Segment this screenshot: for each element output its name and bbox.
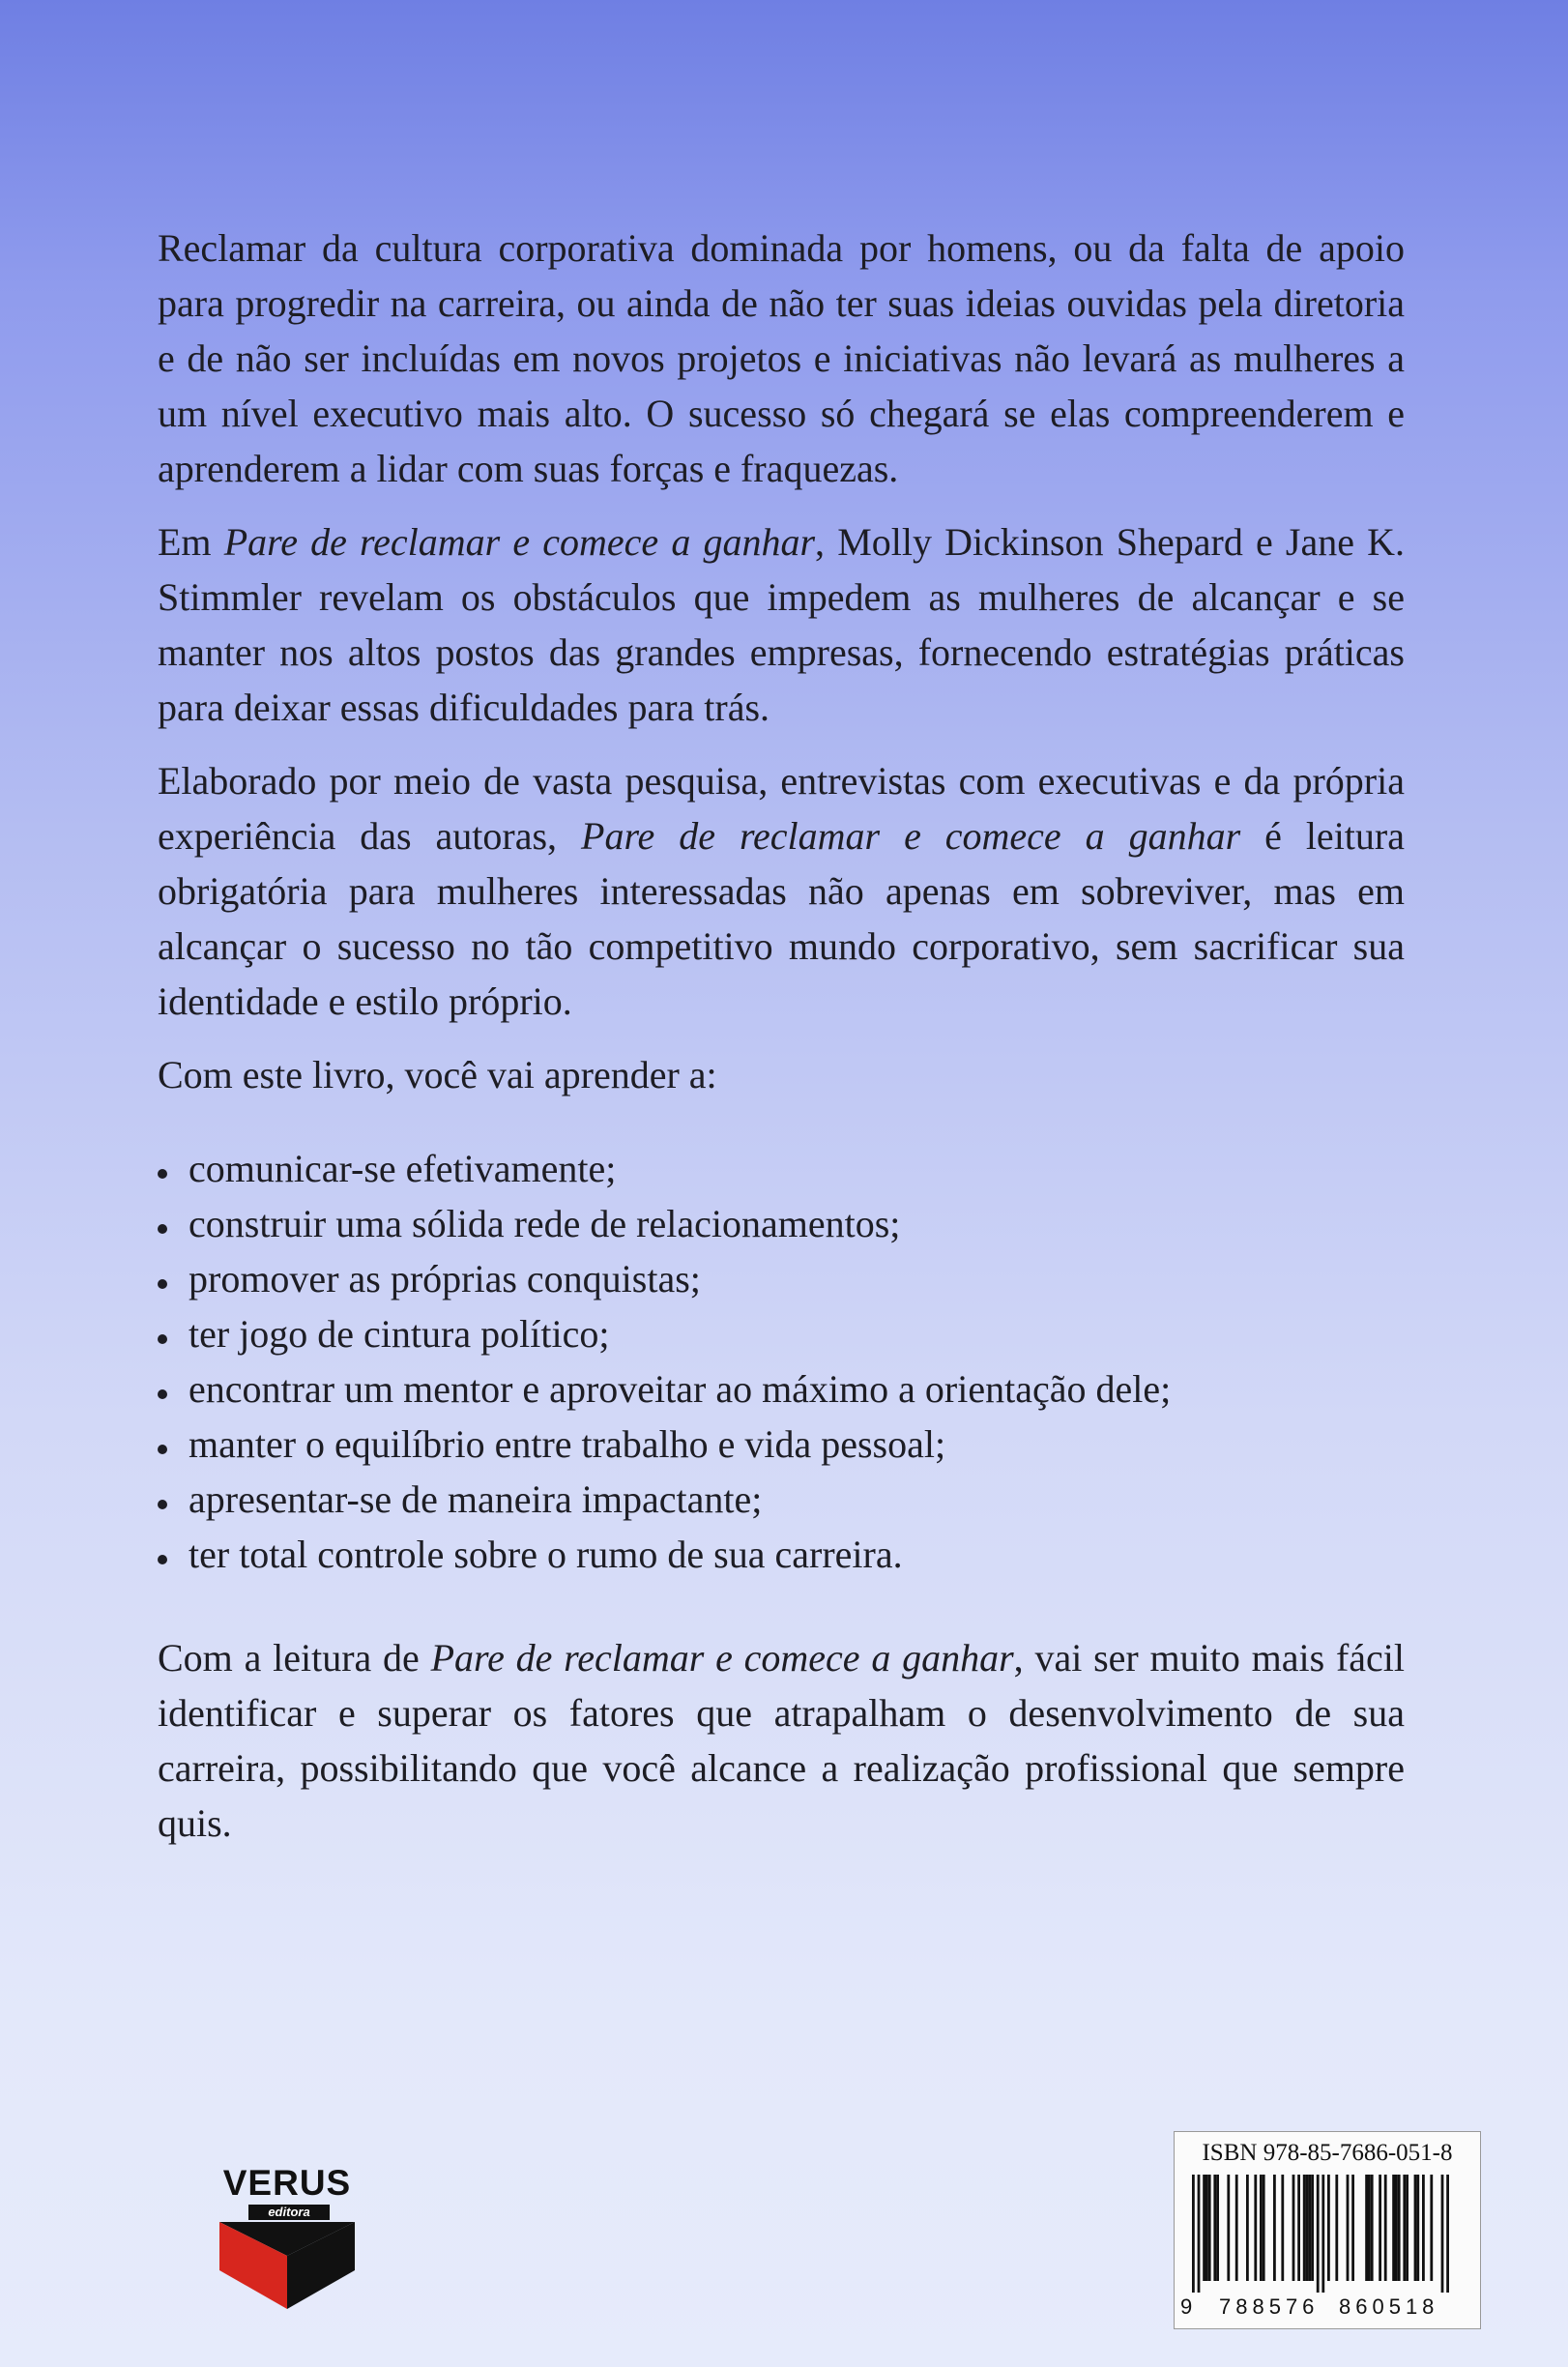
barcode-bar	[1281, 2175, 1284, 2281]
barcode-bar	[1311, 2175, 1314, 2281]
barcode-right-digits: 860518	[1339, 2294, 1439, 2319]
book-title-italic: Pare de reclamar e comece a ganhar	[223, 520, 816, 564]
list-item: promover as próprias conquistas;	[158, 1251, 1405, 1306]
list-item: encontrar um mentor e aproveitar ao máximo a orientação dele;	[158, 1361, 1405, 1417]
barcode-bar	[1205, 2175, 1208, 2281]
publisher-logo	[210, 2164, 364, 2309]
barcode-bar	[1379, 2175, 1381, 2281]
paragraph-list-intro: Com este livro, você vai aprender a:	[158, 1053, 717, 1096]
barcode-bar	[1416, 2175, 1419, 2281]
publisher-subtitle: editora	[248, 2205, 330, 2220]
barcode-bar	[1216, 2175, 1219, 2281]
barcode-bar	[1198, 2175, 1201, 2293]
barcode-bar	[1192, 2175, 1195, 2293]
barcode-bar	[1263, 2175, 1265, 2281]
barcode-bar	[1327, 2175, 1330, 2281]
barcode-bar	[1208, 2175, 1211, 2281]
barcode-bar	[1351, 2175, 1354, 2281]
paragraph-closing: Com a leitura de Pare de reclamar e comece a ganhar, vai ser muito mais fácil identificar e superar os fatores que atrapalham o desenvolvimento de sua carreira, possibilitando que você alcance a realização profissional que sempre quis.	[158, 1636, 1406, 1845]
barcode-bar	[1395, 2175, 1398, 2281]
barcode-bar	[1365, 2175, 1368, 2281]
barcode-bar	[1227, 2175, 1230, 2281]
barcode-bar	[1213, 2175, 1216, 2281]
barcode-bar	[1347, 2175, 1350, 2281]
list-item: comunicar-se efetivamente;	[158, 1141, 1405, 1196]
paragraph-intro: Reclamar da cultura corporativa dominada por homens, ou da falta de apoio para progredir na carreira, ou ainda de não ter suas ideias ouvidas pela diretoria e de não ser incluídas em novos projetos e iniciativas não levará as mulheres a um nível executivo mais alto. O sucesso só chegará se elas compreenderem e aprenderem a lidar com suas forças e fraquezas.	[158, 226, 1405, 490]
barcode-bar	[1317, 2175, 1320, 2293]
barcode-bar	[1384, 2175, 1387, 2281]
barcode-bar	[1303, 2175, 1306, 2281]
list-item: apresentar-se de maneira impactante;	[158, 1472, 1405, 1527]
isbn-label: ISBN 978-85-7686-051-8	[1202, 2140, 1453, 2166]
barcode-bar	[1260, 2175, 1263, 2281]
barcode-bar	[1414, 2175, 1417, 2281]
barcode-bar	[1306, 2175, 1309, 2281]
book-title-italic: Pare de reclamar e comece a ganhar	[430, 1636, 1014, 1680]
barcode-bar	[1254, 2175, 1257, 2281]
barcode-bar	[1308, 2175, 1311, 2281]
barcode-bar	[1430, 2175, 1433, 2281]
barcode-bar	[1235, 2175, 1238, 2281]
barcode-bar	[1371, 2175, 1374, 2281]
barcode-bar	[1297, 2175, 1300, 2281]
skills-list	[158, 1141, 1405, 1582]
barcode-bar	[1203, 2175, 1205, 2281]
barcode-bar	[1292, 2175, 1295, 2281]
barcode-bars	[1192, 2175, 1463, 2293]
paragraph-research: Elaborado por meio de vasta pesquisa, entrevistas com executivas e da própria experiência das autoras, Pare de reclamar e comece a ganhar é leitura obrigatória para mulheres interessadas não apenas em sobreviver, mas em alcançar o sucesso no tão competitivo mundo corporativo, sem sacrificar sua identidade e estilo próprio.	[158, 759, 1405, 1023]
barcode-first-digit: 9	[1180, 2294, 1193, 2319]
barcode-bar	[1246, 2175, 1249, 2281]
barcode-bar	[1441, 2175, 1444, 2293]
list-item: ter total controle sobre o rumo de sua carreira.	[158, 1527, 1405, 1582]
barcode-bar	[1273, 2175, 1276, 2281]
list-item: ter jogo de cintura político;	[158, 1306, 1405, 1361]
barcode-bar	[1392, 2175, 1395, 2281]
barcode-bar	[1446, 2175, 1449, 2293]
publisher-name: VERUS	[222, 2163, 352, 2203]
verus-cube-icon	[219, 2222, 355, 2309]
barcode-bar	[1398, 2175, 1401, 2281]
back-cover-text	[158, 220, 1405, 1869]
barcode-bar	[1406, 2175, 1408, 2281]
barcode-bar	[1335, 2175, 1338, 2281]
barcode-bar	[1403, 2175, 1406, 2281]
barcode-bar	[1422, 2175, 1425, 2281]
barcode-bar	[1368, 2175, 1371, 2281]
list-item: construir uma sólida rede de relacionamentos;	[158, 1196, 1405, 1251]
list-item: manter o equilíbrio entre trabalho e vida pessoal;	[158, 1417, 1405, 1472]
barcode-bar	[1321, 2175, 1324, 2293]
book-title-italic: Pare de reclamar e comece a ganhar	[581, 814, 1241, 858]
isbn-barcode	[1174, 2131, 1481, 2329]
barcode-left-digits: 788576	[1219, 2294, 1320, 2319]
paragraph-authors: Em Pare de reclamar e comece a ganhar, Molly Dickinson Shepard e Jane K. Stimmler revelam os obstáculos que impedem as mulheres de alcançar e se manter nos altos postos das grandes empresas, fornecendo estratégias práticas para deixar essas dificuldades para trás.	[158, 520, 1405, 729]
